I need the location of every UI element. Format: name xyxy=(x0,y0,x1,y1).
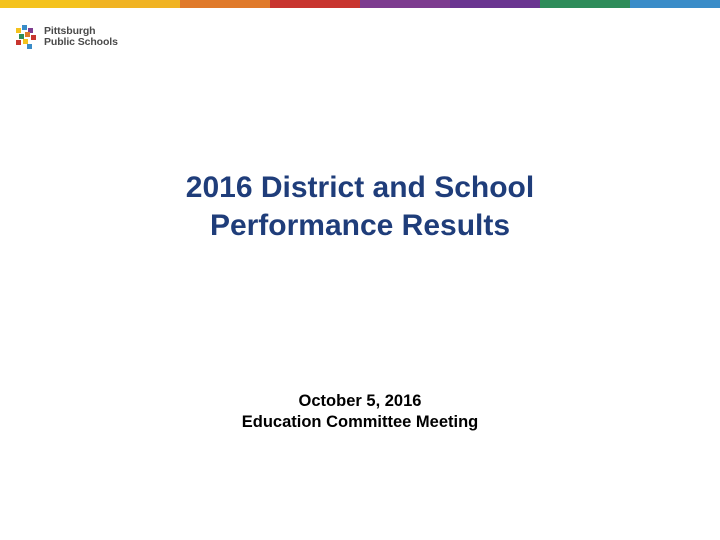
header-stripe-segment xyxy=(360,0,450,8)
header-stripe-segment xyxy=(630,0,720,8)
header-stripe-segment xyxy=(270,0,360,8)
header-stripe-segment xyxy=(180,0,270,8)
slide-subtitle xyxy=(0,391,720,433)
logo-line2: Public Schools xyxy=(44,36,118,48)
logo-line1: Pittsburgh xyxy=(44,25,96,37)
slide-title-line1: 2016 District and School xyxy=(185,171,535,204)
slide-title xyxy=(0,169,720,245)
meeting-date: October 5, 2016 xyxy=(298,392,422,410)
slide-title-line2: Performance Results xyxy=(209,209,511,242)
header-stripe-segment xyxy=(450,0,540,8)
header-color-stripe xyxy=(0,0,720,8)
logo xyxy=(15,24,118,50)
header-stripe-segment xyxy=(540,0,630,8)
meeting-name: Education Committee Meeting xyxy=(241,413,479,431)
pittsburgh-public-schools-logo-icon xyxy=(15,24,41,50)
logo-text xyxy=(44,26,118,48)
header-stripe-segment xyxy=(90,0,180,8)
header-stripe-segment xyxy=(0,0,90,8)
